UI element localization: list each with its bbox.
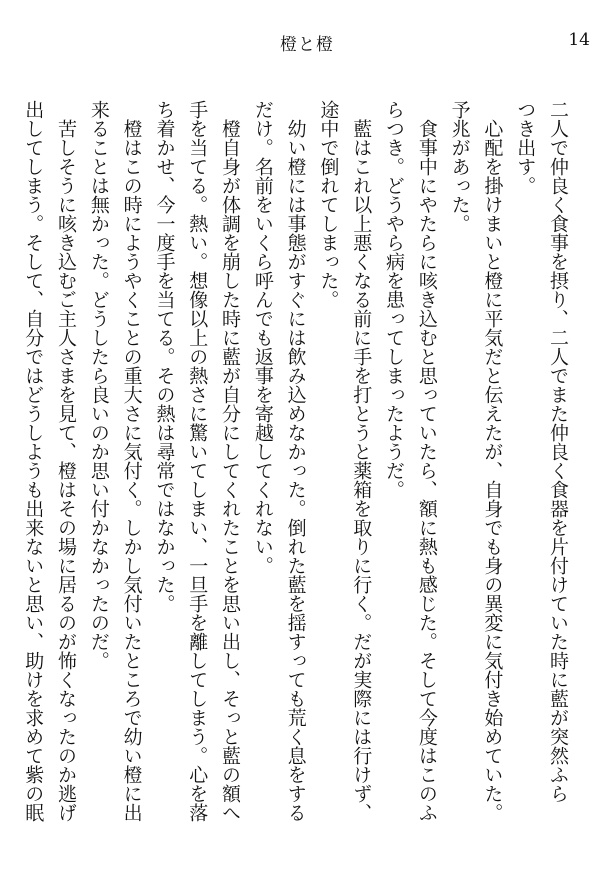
paragraph: 食事中にやたらに咳き込むと思っていたら、額に熱も感じた。そして今度はこのふ らつき。どうやら病を患ってしまったようだ。 [383,100,438,822]
paragraph: 苦しそうに咳き込むご主人さまを見て、橙はその場に居るのが怖くなったのか逃げ 出してしまう。そして、自分ではどうしようも出来ないと思い、助けを求めて紫の眠 [22,100,78,822]
paragraph: 幼い橙には事態がすぐには飲み込めなかった。倒れた藍を揺すっても荒く息をする だけ。名前をいくら呼んでも返事を寄越してくれない。 [251,100,307,822]
paragraph: 橙はこの時にようやくことの重大さに気付く。しかし気付いたところで幼い橙に出 来ることは無かった。どうしたら良いのか思い付かなかったのだ。 [87,100,143,822]
paragraph: 橙自身が体調を崩した時に藍が自分にしてくれたことを思い出し、そっと藍の額へ 手を当てる。熱い。想像以上の熱さに驚いてしまい、一旦手を離してしまう。心を落 ち着かせ、今一度手を当てる。その熱は尋常ではなかった。 [153,100,242,822]
page-number: 14 [568,30,590,50]
page-header-title: 橙と橙 [280,35,334,55]
paragraph: 心配を掛けまいと橙に平気だと伝えたが、自身でも身の異変に気付き始めていた。 予兆があった。 [448,100,504,822]
paragraph: 藍はこれ以上悪くなる前に手を打とうと薬箱を取りに行く。だが実際には行けず、 途中で倒れてしまった。 [317,100,373,822]
body-text [16,100,574,840]
paragraph: 二人で仲良く食事を摂り、二人でまた仲良く食器を片付けていた時に藍が突然ふら つき出す。 [514,100,569,803]
